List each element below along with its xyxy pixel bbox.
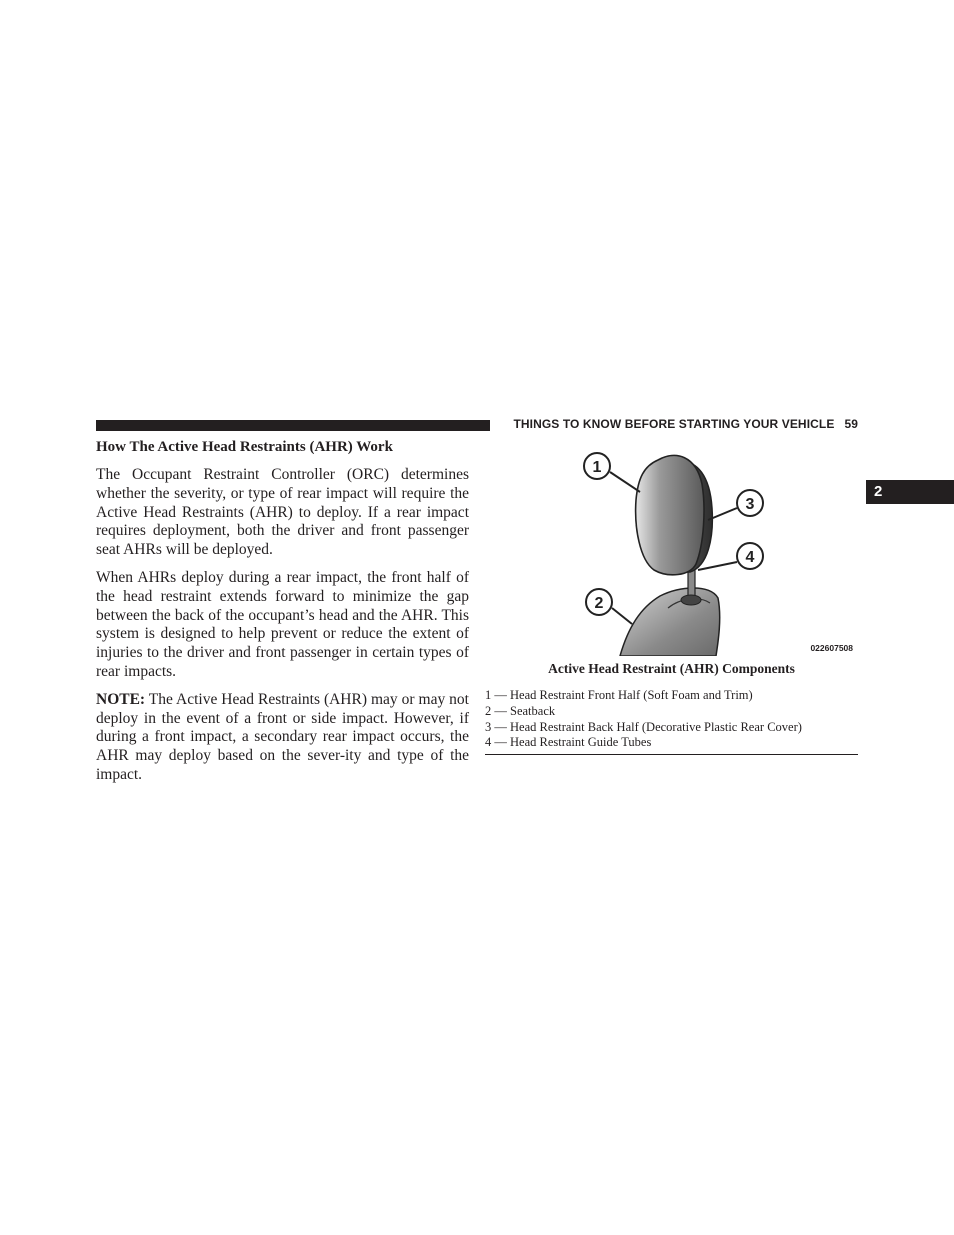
section-title: THINGS TO KNOW BEFORE STARTING YOUR VEHICLE: [513, 417, 835, 431]
legend-item: 1 — Head Restraint Front Half (Soft Foam and Trim): [485, 688, 753, 702]
running-header: [470, 417, 858, 431]
callout-3-label: 3: [745, 496, 755, 513]
note-text: The Active Head Restraints (AHR) may or may not deploy in the event of a front or side impact. However, if during a front impact, a secondary rear impact occurs, the AHR may deploy based on the sever-ity and type of the impact.: [96, 690, 469, 783]
figure-caption: Active Head Restraint (AHR) Components: [548, 661, 795, 676]
callout-1-label: 1: [592, 459, 602, 476]
section-heading: How The Active Head Restraints (AHR) Work: [96, 439, 393, 455]
note-label: NOTE:: [96, 690, 146, 708]
note-paragraph: [96, 691, 469, 785]
legend-item: 2 — Seatback: [485, 703, 556, 718]
head-restraint-drawing: [580, 448, 858, 656]
figure-legend: [485, 688, 858, 755]
figure-code: 022607508: [810, 643, 853, 653]
callout-4-label: 4: [745, 549, 755, 566]
restraint-front-shape: [636, 455, 704, 574]
legend-item: 3 — Head Restraint Back Half (Decorative Plastic Rear Cover): [485, 719, 802, 734]
chapter-tab: [866, 480, 954, 504]
page-number: 59: [844, 417, 858, 431]
seatback-shape: [620, 588, 720, 656]
article-column: [96, 438, 469, 794]
header-rule: [96, 420, 490, 431]
callout-2-label: 2: [594, 595, 604, 612]
paragraph-deploy: When AHRs deploy during a rear impact, the front half of the head restraint extends forward to minimize the gap between the back of the occupant’s head and the AHR. This system is designed to help prevent or reduce the extent of injuries to the driver and front passenger in certain types of rear impacts.: [96, 568, 469, 680]
ahr-illustration: [580, 448, 858, 656]
legend-item: 4 — Head Restraint Guide Tubes: [485, 735, 652, 750]
chapter-tab-label: 2: [874, 483, 883, 500]
paragraph-orc: The Occupant Restraint Controller (ORC) determines whether the severity, or type of rear impact will require the Active Head Restraints (AHR) to deploy. If a rear impact requires deployment, both the driver and front passenger seat AHRs will be deployed.: [96, 466, 469, 559]
